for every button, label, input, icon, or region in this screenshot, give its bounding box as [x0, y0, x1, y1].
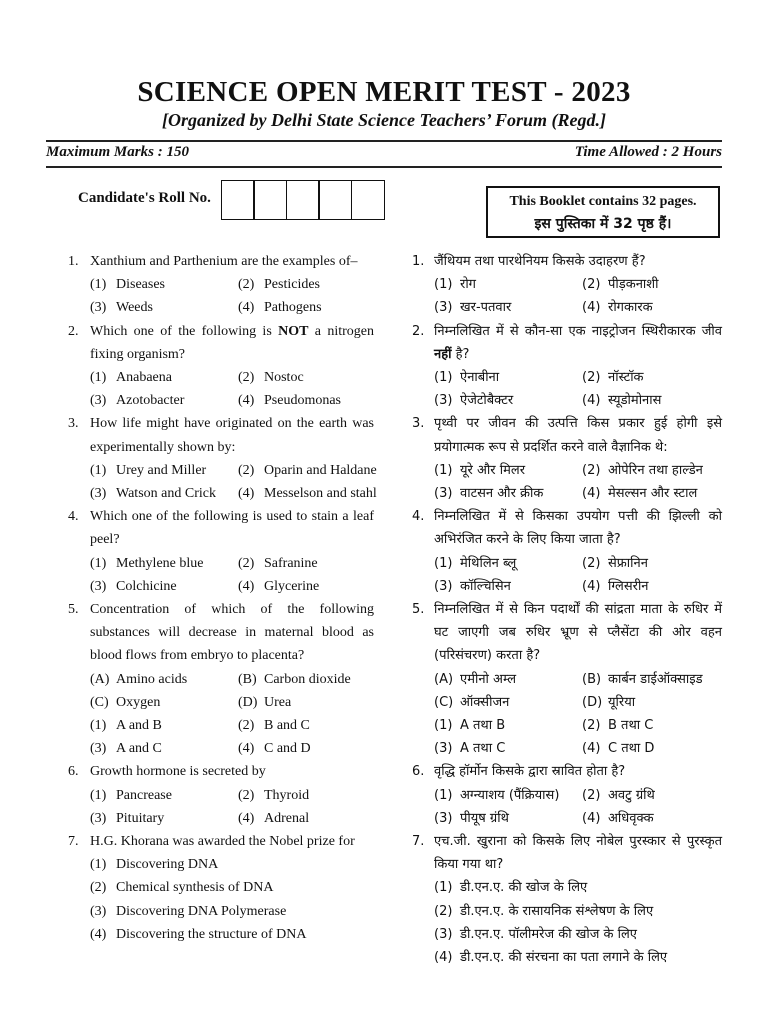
option-label: (4) — [582, 810, 601, 826]
question-1 — [412, 250, 722, 320]
option-label: (2) — [434, 903, 453, 919]
option[interactable] — [90, 273, 238, 296]
question-text — [412, 320, 722, 366]
option[interactable] — [90, 668, 238, 691]
option-text: Discovering the structure of DNA — [116, 926, 307, 942]
option-label: (2) — [582, 555, 601, 571]
option[interactable] — [90, 366, 238, 389]
option[interactable] — [434, 482, 582, 505]
question-text — [412, 505, 722, 551]
question-number: 1. — [412, 254, 425, 269]
option[interactable] — [90, 389, 238, 412]
question-body: निम्नलिखित में से कौन-सा एक नाइट्रोजन स्थिरीकारक जीव — [434, 323, 722, 339]
question-body: Growth hormone is secreted by — [90, 764, 266, 780]
page-subtitle: [Organized by Delhi State Science Teachers’ Forum (Regd.] — [162, 110, 606, 130]
option-label: (2) — [90, 880, 107, 896]
option-label: (B) — [238, 671, 257, 687]
question-number: 6. — [68, 764, 79, 780]
option-text: Discovering DNA — [116, 857, 219, 873]
options-list — [412, 552, 722, 598]
question-body: पृथ्वी पर जीवन की उत्पत्ति किस प्रकार हुई होगी इसे प्रयोगात्मक रूप से प्रदर्शित करने वाले वैज्ञानिक थे: — [434, 416, 722, 455]
options-list — [68, 853, 374, 946]
question-body: How life might have originated on the earth was experimentally shown by: — [90, 416, 374, 455]
option-text: Thyroid — [264, 787, 310, 803]
option-label: (2) — [582, 370, 601, 386]
option-label: (3) — [434, 393, 453, 409]
question-7 — [412, 830, 722, 969]
option-text: डी.एन.ए. की खोज के लिए — [460, 880, 588, 896]
option-text: Glycerine — [264, 578, 320, 594]
option-label: (1) — [434, 718, 453, 734]
option-text: सेफ्रानिन — [608, 555, 648, 571]
options-list — [412, 784, 722, 830]
question-number: 3. — [412, 416, 425, 432]
option[interactable] — [90, 853, 374, 876]
question-body: वृद्धि हॉर्मोन किसके द्वारा स्रावित होता है? — [434, 764, 626, 780]
question-number: 4. — [412, 509, 425, 525]
question-body: एच.जी. खुराना को किसके लिए नोबेल पुरस्कार से पुरस्कृत किया गया था? — [434, 834, 722, 873]
option-label: (1) — [434, 277, 453, 293]
option-text: Oparin and Haldane — [264, 462, 377, 478]
option[interactable] — [582, 714, 722, 737]
question-text — [68, 505, 374, 551]
options-list — [68, 668, 374, 761]
question-body: Concentration of which of the following substances will decrease in maternal blood as blood flows from embryo to placenta? — [90, 602, 374, 664]
option[interactable] — [90, 737, 238, 760]
option-text: ओपेरिन तथा हाल्डेन — [608, 462, 703, 478]
question-text — [412, 598, 722, 668]
hindi-questions-column — [412, 250, 722, 969]
question-number: 7. — [68, 834, 79, 850]
option[interactable] — [434, 946, 722, 969]
option-text: Watson and Crick — [116, 486, 216, 502]
option[interactable] — [434, 900, 722, 923]
option-label: (3) — [434, 300, 453, 316]
option[interactable] — [238, 389, 374, 412]
option-label: (1) — [434, 555, 453, 571]
option-label: (4) — [238, 300, 255, 316]
roll-box[interactable] — [286, 180, 320, 220]
option[interactable] — [238, 691, 374, 714]
option-label: (1) — [434, 880, 453, 896]
options-list — [68, 459, 377, 505]
option[interactable] — [434, 784, 582, 807]
page-title: SCIENCE OPEN MERIT TEST - 2023 — [137, 76, 631, 108]
option[interactable] — [434, 366, 582, 389]
option-label: (4) — [90, 926, 107, 942]
options-list — [68, 552, 374, 598]
option[interactable] — [90, 482, 238, 505]
option[interactable] — [238, 807, 374, 830]
option-text: A तथा C — [460, 741, 506, 757]
option[interactable] — [238, 552, 374, 575]
options-list — [412, 668, 722, 761]
time-allowed: Time Allowed : 2 Hours — [574, 144, 722, 160]
option-label: (1) — [434, 370, 453, 386]
option[interactable] — [434, 807, 582, 830]
max-marks: Maximum Marks : 150 — [46, 144, 189, 160]
option-label: (2) — [238, 462, 255, 478]
option[interactable] — [434, 459, 582, 482]
option-label: (4) — [238, 810, 255, 826]
option[interactable] — [90, 296, 238, 319]
option-text: Diseases — [116, 277, 165, 293]
question-text — [412, 412, 722, 458]
option[interactable] — [434, 273, 582, 296]
option-label: (2) — [582, 787, 601, 803]
question-text — [412, 250, 722, 273]
options-list — [68, 366, 374, 412]
option-label: (2) — [238, 555, 255, 571]
question-text — [412, 830, 722, 876]
option[interactable] — [238, 575, 374, 598]
option[interactable] — [582, 737, 722, 760]
question-body: निम्नलिखित में से किसका उपयोग पत्ती की झिल्ली को अभिरंजित करने के लिए किया जाता है? — [434, 509, 722, 548]
option-label: (4) — [582, 578, 601, 594]
option[interactable] — [238, 273, 374, 296]
booklet-info-english: This Booklet contains 32 pages. — [509, 194, 697, 209]
option-label: (1) — [90, 787, 107, 803]
option[interactable] — [238, 459, 377, 482]
question-text — [68, 598, 374, 668]
option-text: अवटु ग्रंथि — [608, 787, 655, 803]
option[interactable] — [90, 691, 238, 714]
option-label: (2) — [238, 718, 255, 734]
option-text: Safranine — [264, 555, 318, 571]
option[interactable] — [90, 552, 238, 575]
option-text: Pancrease — [116, 787, 172, 803]
options-list — [412, 366, 722, 412]
option[interactable] — [90, 876, 374, 899]
option-text: Amino acids — [116, 671, 188, 687]
option[interactable] — [238, 737, 374, 760]
option[interactable] — [582, 366, 722, 389]
option-label: (1) — [90, 370, 107, 386]
option-text: Weeds — [116, 300, 153, 316]
question-number: 6. — [412, 764, 425, 780]
question-6 — [412, 760, 722, 830]
option-label: (C) — [434, 694, 454, 710]
option[interactable] — [582, 273, 722, 296]
option-text: Pesticides — [264, 277, 320, 293]
option-text: Nostoc — [264, 370, 304, 386]
option-text: कार्बन डाईऑक्साइड — [608, 671, 703, 687]
option-text: Messelson and stahl — [264, 486, 377, 502]
option-text: B and C — [264, 718, 310, 734]
question-1 — [68, 250, 374, 320]
roll-number-label: Candidate's Roll No. — [78, 190, 211, 206]
option-text: डी.एन.ए. की संरचना का पता लगाने के लिए — [460, 950, 668, 966]
option[interactable] — [434, 668, 582, 691]
option[interactable] — [434, 876, 722, 899]
option[interactable] — [434, 714, 582, 737]
option-text: एमीनो अम्ल — [460, 671, 517, 687]
option-label: (3) — [90, 300, 107, 316]
option-text: खर-पतवार — [460, 300, 512, 316]
option-text: A and C — [116, 741, 162, 757]
english-questions-column — [68, 250, 377, 946]
options-list — [68, 784, 374, 830]
option-label: (3) — [434, 926, 453, 942]
option-text: डी.एन.ए. के रासायनिक संश्लेषण के लिए — [460, 903, 654, 919]
option[interactable] — [90, 923, 374, 946]
option[interactable] — [90, 784, 238, 807]
option-text: Chemical synthesis of DNA — [116, 880, 274, 896]
option[interactable] — [434, 296, 582, 319]
option-text: मेथिलिन ब्लू — [460, 555, 517, 571]
question-text — [68, 320, 374, 366]
option-text: रोग — [460, 277, 477, 293]
header-rule-top — [46, 140, 722, 142]
question-number: 2. — [412, 323, 425, 339]
question-body: H.G. Khorana was awarded the Nobel prize for — [90, 834, 355, 850]
option-label: (3) — [90, 810, 107, 826]
option-label: (2) — [582, 277, 601, 293]
options-list — [412, 459, 722, 505]
option-text: वाटसन और क्रीक — [460, 486, 544, 502]
option-text: ऑक्सीजन — [460, 694, 510, 710]
option[interactable] — [90, 900, 374, 923]
option-label: (1) — [434, 462, 453, 478]
options-list — [412, 273, 722, 319]
option[interactable] — [90, 575, 238, 598]
question-5 — [412, 598, 722, 760]
option-text: डी.एन.ए. पॉलीमरेज की खोज के लिए — [460, 926, 637, 942]
question-3 — [412, 412, 722, 505]
question-text — [412, 760, 722, 783]
option[interactable] — [434, 923, 722, 946]
option[interactable] — [238, 296, 374, 319]
option-label: (A) — [434, 671, 454, 687]
option-label: (3) — [434, 578, 453, 594]
option[interactable] — [90, 714, 238, 737]
option-text: A तथा B — [460, 718, 506, 734]
option-label: (A) — [90, 671, 110, 687]
option-text: अधिवृक्क — [608, 810, 654, 826]
option[interactable] — [582, 575, 722, 598]
marks-row — [46, 144, 722, 161]
option-label: (2) — [238, 370, 255, 386]
option-label: (3) — [90, 486, 107, 502]
option[interactable] — [238, 714, 374, 737]
option[interactable] — [434, 389, 582, 412]
option-text: ग्लिसरीन — [608, 578, 649, 594]
option-label: (1) — [90, 462, 107, 478]
option[interactable] — [582, 807, 722, 830]
question-number: 2. — [68, 323, 79, 339]
question-3 — [68, 412, 377, 505]
option-text: Anabaena — [116, 370, 172, 386]
option-label: (D) — [582, 694, 603, 710]
option-text: कॉल्चिसिन — [460, 578, 511, 594]
option-text: Pituitary — [116, 810, 165, 826]
option[interactable] — [582, 389, 722, 412]
option[interactable] — [434, 691, 582, 714]
option-label: (1) — [90, 857, 107, 873]
question-text — [68, 250, 374, 273]
option-text: ऐनाबीना — [460, 370, 500, 386]
option-label: (2) — [238, 787, 255, 803]
option-text: Pseudomonas — [264, 393, 341, 409]
option[interactable] — [582, 668, 722, 691]
roll-box[interactable] — [318, 180, 352, 220]
roll-box[interactable] — [221, 180, 255, 220]
question-body: Which one of the following is — [90, 323, 279, 339]
option-text: C and D — [264, 741, 311, 757]
roll-number-boxes — [222, 180, 385, 220]
option-label: (3) — [434, 741, 453, 757]
option-text: Colchicine — [116, 578, 177, 594]
option-text: पीयूष ग्रंथि — [460, 810, 509, 826]
question-number: 5. — [412, 602, 425, 618]
option-label: (3) — [90, 741, 107, 757]
question-number: 4. — [68, 509, 79, 525]
option-label: (2) — [582, 718, 601, 734]
question-text — [68, 830, 374, 853]
option-label: (4) — [434, 950, 453, 966]
option-text: यूरिया — [608, 694, 636, 710]
option[interactable] — [434, 552, 582, 575]
question-number: 7. — [412, 834, 425, 850]
question-text — [68, 760, 374, 783]
question-body: निम्नलिखित में से किन पदार्थों की सांद्रता माता के रुधिर में घट जाएगी जब रुधिर भ्रूण से प्लैसेंटा की ओर वहन (परिसंचरण) करता है? — [434, 602, 722, 664]
option-text: Carbon dioxide — [264, 671, 351, 687]
option[interactable] — [90, 807, 238, 830]
question-emphasis: NOT — [278, 323, 309, 339]
option[interactable] — [582, 691, 722, 714]
option-label: (1) — [90, 555, 107, 571]
option-text: Urey and Miller — [116, 462, 207, 478]
option[interactable] — [582, 552, 722, 575]
option-text: Azotobacter — [116, 393, 185, 409]
option-label: (4) — [238, 393, 255, 409]
option-text: पीड़कनाशी — [608, 277, 659, 293]
question-body: Xanthium and Parthenium are the examples of– — [90, 254, 358, 269]
question-text — [68, 412, 374, 458]
option-text: Urea — [264, 694, 292, 710]
question-number: 3. — [68, 416, 79, 432]
option-label: (4) — [582, 486, 601, 502]
header-rule-bottom — [46, 166, 722, 168]
option-label: (C) — [90, 694, 109, 710]
option-text: Methylene blue — [116, 555, 204, 571]
option-label: (3) — [434, 486, 453, 502]
option-label: (2) — [238, 277, 255, 293]
option-text: रोगकारक — [608, 300, 653, 316]
question-4 — [68, 505, 374, 598]
question-body: Which one of the following is used to stain a leaf peel? — [90, 509, 374, 548]
question-5 — [68, 598, 374, 760]
option-text: यूरे और मिलर — [460, 462, 526, 478]
roll-box[interactable] — [253, 180, 287, 220]
option-text: नॉस्टॉक — [608, 370, 644, 386]
question-body: a nitrogen fixing organism? — [90, 323, 374, 362]
option[interactable] — [238, 482, 377, 505]
option-label: (1) — [90, 277, 107, 293]
option-text: Discovering DNA Polymerase — [116, 903, 287, 919]
option-label: (4) — [582, 300, 601, 316]
option-label: (3) — [90, 393, 107, 409]
option[interactable] — [434, 575, 582, 598]
booklet-info-hindi: इस पुस्तिका में 32 पृष्ठ हैं। — [534, 216, 672, 232]
option-label: (3) — [90, 903, 107, 919]
option[interactable] — [434, 737, 582, 760]
option[interactable] — [238, 366, 374, 389]
option-label: (4) — [582, 393, 601, 409]
option-label: (D) — [238, 694, 258, 710]
question-4 — [412, 505, 722, 598]
options-list — [412, 876, 722, 969]
question-number: 1. — [68, 254, 79, 269]
question-2 — [412, 320, 722, 413]
question-7 — [68, 830, 374, 946]
option[interactable] — [582, 482, 722, 505]
option-text: C तथा D — [608, 741, 655, 757]
question-number: 5. — [68, 602, 79, 618]
option[interactable] — [582, 784, 722, 807]
option[interactable] — [238, 668, 374, 691]
option-label: (4) — [238, 741, 255, 757]
option[interactable] — [582, 296, 722, 319]
option[interactable] — [90, 459, 238, 482]
option-text: मेसल्सन और स्टाल — [608, 486, 698, 502]
option-label: (4) — [582, 741, 601, 757]
question-emphasis: नहीं — [434, 346, 452, 362]
option-text: ऐजेटोबैक्टर — [460, 393, 514, 409]
option[interactable] — [582, 459, 722, 482]
option-label: (1) — [90, 718, 107, 734]
question-body: जैंथियम तथा पारथेनियम किसके उदाहरण हैं? — [434, 254, 646, 269]
option[interactable] — [238, 784, 374, 807]
option-text: स्यूडोमोनास — [608, 393, 662, 409]
option-text: Adrenal — [264, 810, 310, 826]
question-2 — [68, 320, 374, 413]
option-label: (3) — [434, 810, 453, 826]
option-label: (4) — [238, 486, 255, 502]
question-body: है? — [451, 346, 470, 362]
option-label: (2) — [582, 462, 601, 478]
roll-box[interactable] — [351, 180, 385, 220]
option-label: (B) — [582, 671, 602, 687]
options-list — [68, 273, 374, 319]
option-label: (4) — [238, 578, 255, 594]
option-label: (3) — [90, 578, 107, 594]
option-text: Pathogens — [264, 300, 322, 316]
option-text: अग्न्याशय (पैंक्रियास) — [460, 787, 560, 803]
option-text: B तथा C — [608, 718, 654, 734]
option-text: A and B — [116, 718, 162, 734]
question-6 — [68, 760, 374, 830]
option-label: (1) — [434, 787, 453, 803]
booklet-info-box — [486, 186, 720, 238]
option-text: Oxygen — [116, 694, 161, 710]
